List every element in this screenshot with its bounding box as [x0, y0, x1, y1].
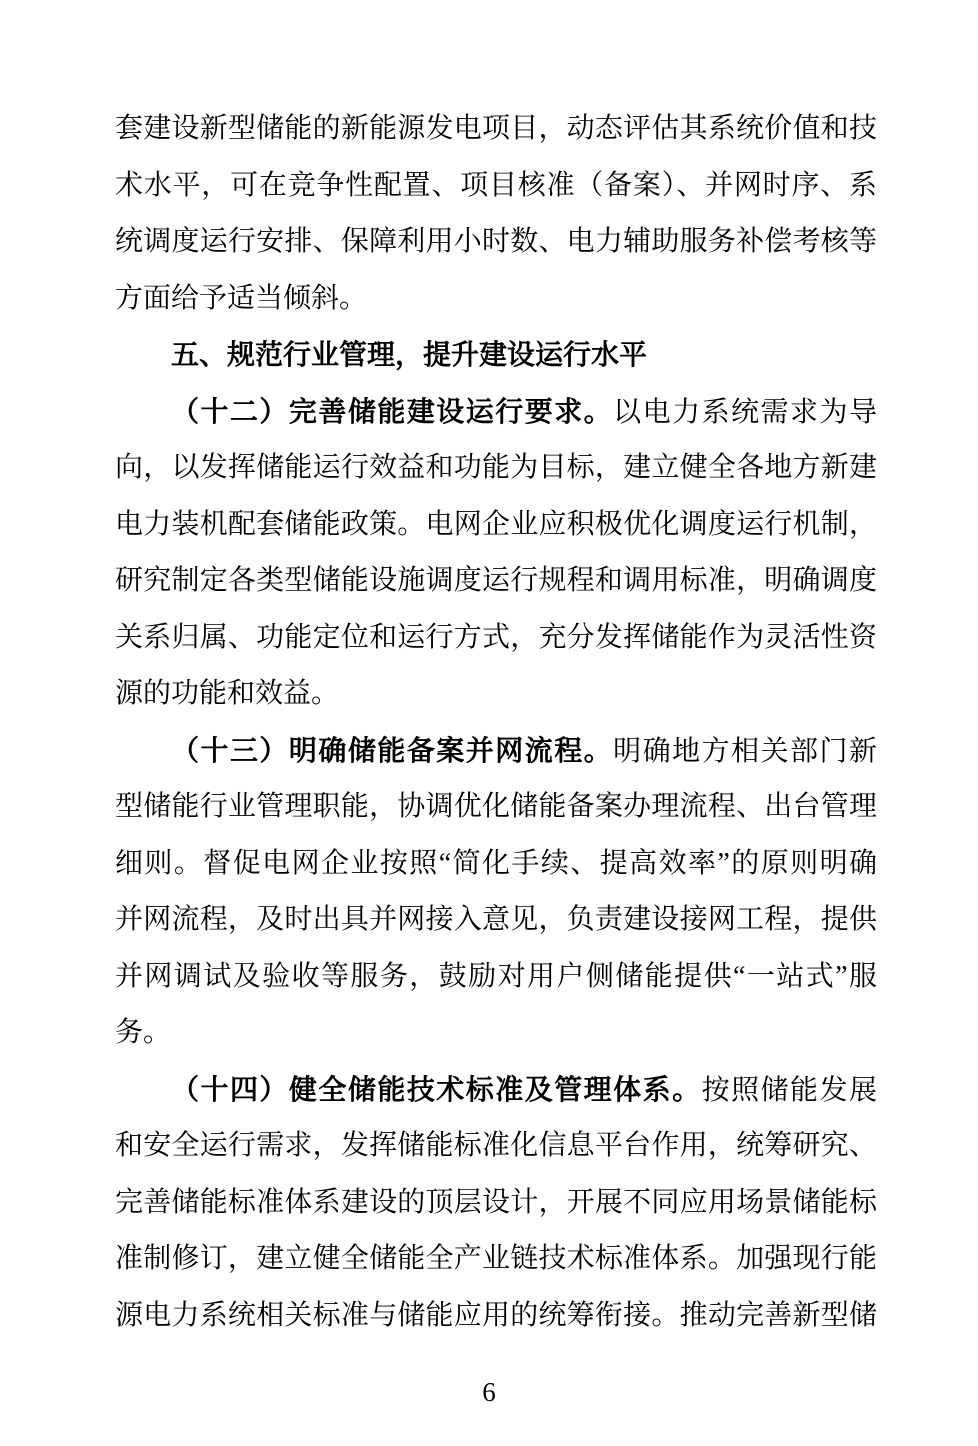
text-segment: 向，以发挥储能运行效益和功能为目标，建立健全各地方新建	[115, 452, 877, 483]
text-line	[115, 666, 877, 723]
text-segment: 以电力系统需求为导	[613, 396, 877, 428]
page-number: 6	[482, 1377, 496, 1407]
text-segment: 并网调试及验收等服务，鼓励对用户侧储能提供“一站式”服	[115, 960, 877, 992]
text-line	[115, 1175, 877, 1232]
text-line	[115, 723, 877, 780]
paragraph	[115, 101, 877, 327]
paragraph	[115, 723, 877, 1062]
text-segment: 准制修订，建立健全储能全产业链技术标准体系。加强现行能	[115, 1243, 877, 1274]
text-segment: 统调度运行安排、保障利用小时数、电力辅助服务补偿考核等	[115, 226, 877, 257]
text-line	[115, 214, 877, 271]
text-line	[115, 158, 877, 215]
page-content	[115, 101, 877, 1344]
text-line	[115, 949, 877, 1006]
bold-text-segment: 五、规范行业管理，提升建设运行水平	[171, 339, 648, 370]
paragraph	[115, 1062, 877, 1345]
text-line	[115, 1005, 877, 1062]
text-line	[115, 1118, 877, 1175]
text-segment: 源电力系统相关标准与储能应用的统筹衔接。推动完善新型储	[115, 1299, 877, 1331]
text-line	[115, 327, 877, 384]
text-segment: 术水平，可在竞争性配置、项目核准（备案）、并网时序、系	[115, 169, 877, 201]
text-segment: 并网流程，及时出具并网接入意见，负责建设接网工程，提供	[115, 904, 877, 935]
text-line	[115, 892, 877, 949]
text-segment: 按照储能发展	[701, 1074, 877, 1106]
text-segment: 源的功能和效益。	[115, 678, 340, 709]
text-line	[115, 610, 877, 667]
text-line	[115, 1288, 877, 1345]
text-segment: 明确地方相关部门新	[613, 735, 877, 767]
text-segment: 研究制定各类型储能设施调度运行规程和调用标准，明确调度	[115, 565, 877, 596]
text-line	[115, 497, 877, 554]
text-line	[115, 440, 877, 497]
text-segment: 电力装机配套储能政策。电网企业应积极优化调度运行机制，	[115, 508, 877, 540]
text-segment: 套建设新型储能的新能源发电项目，动态评估其系统价值和技	[115, 113, 877, 144]
text-segment: 型储能行业管理职能，协调优化储能备案办理流程、出台管理	[115, 791, 877, 822]
text-segment: 务。	[115, 1017, 172, 1048]
bold-text-segment: （十四）健全储能技术标准及管理体系。	[171, 1073, 702, 1105]
text-segment: 和安全运行需求，发挥储能标准化信息平台作用，统筹研究、	[115, 1130, 877, 1161]
text-line	[115, 1231, 877, 1288]
text-line	[115, 1062, 877, 1119]
text-line	[115, 384, 877, 441]
text-line	[115, 836, 877, 893]
text-segment: 方面给予适当倾斜。	[115, 282, 368, 314]
bold-text-segment: （十二）完善储能建设运行要求。	[171, 395, 614, 427]
text-segment: 完善储能标准体系建设的顶层设计，开展不同应用场景储能标	[115, 1186, 877, 1218]
heading-paragraph	[115, 327, 877, 384]
text-line	[115, 101, 877, 158]
text-line	[115, 553, 877, 610]
text-line	[115, 779, 877, 836]
text-segment: 关系归属、功能定位和运行方式，充分发挥储能作为灵活性资	[115, 621, 877, 653]
text-segment: 细则。督促电网企业按照“简化手续、提高效率”的原则明确	[115, 847, 877, 879]
paragraph	[115, 384, 877, 723]
bold-text-segment: （十三）明确储能备案并网流程。	[171, 734, 614, 766]
text-line	[115, 271, 877, 328]
